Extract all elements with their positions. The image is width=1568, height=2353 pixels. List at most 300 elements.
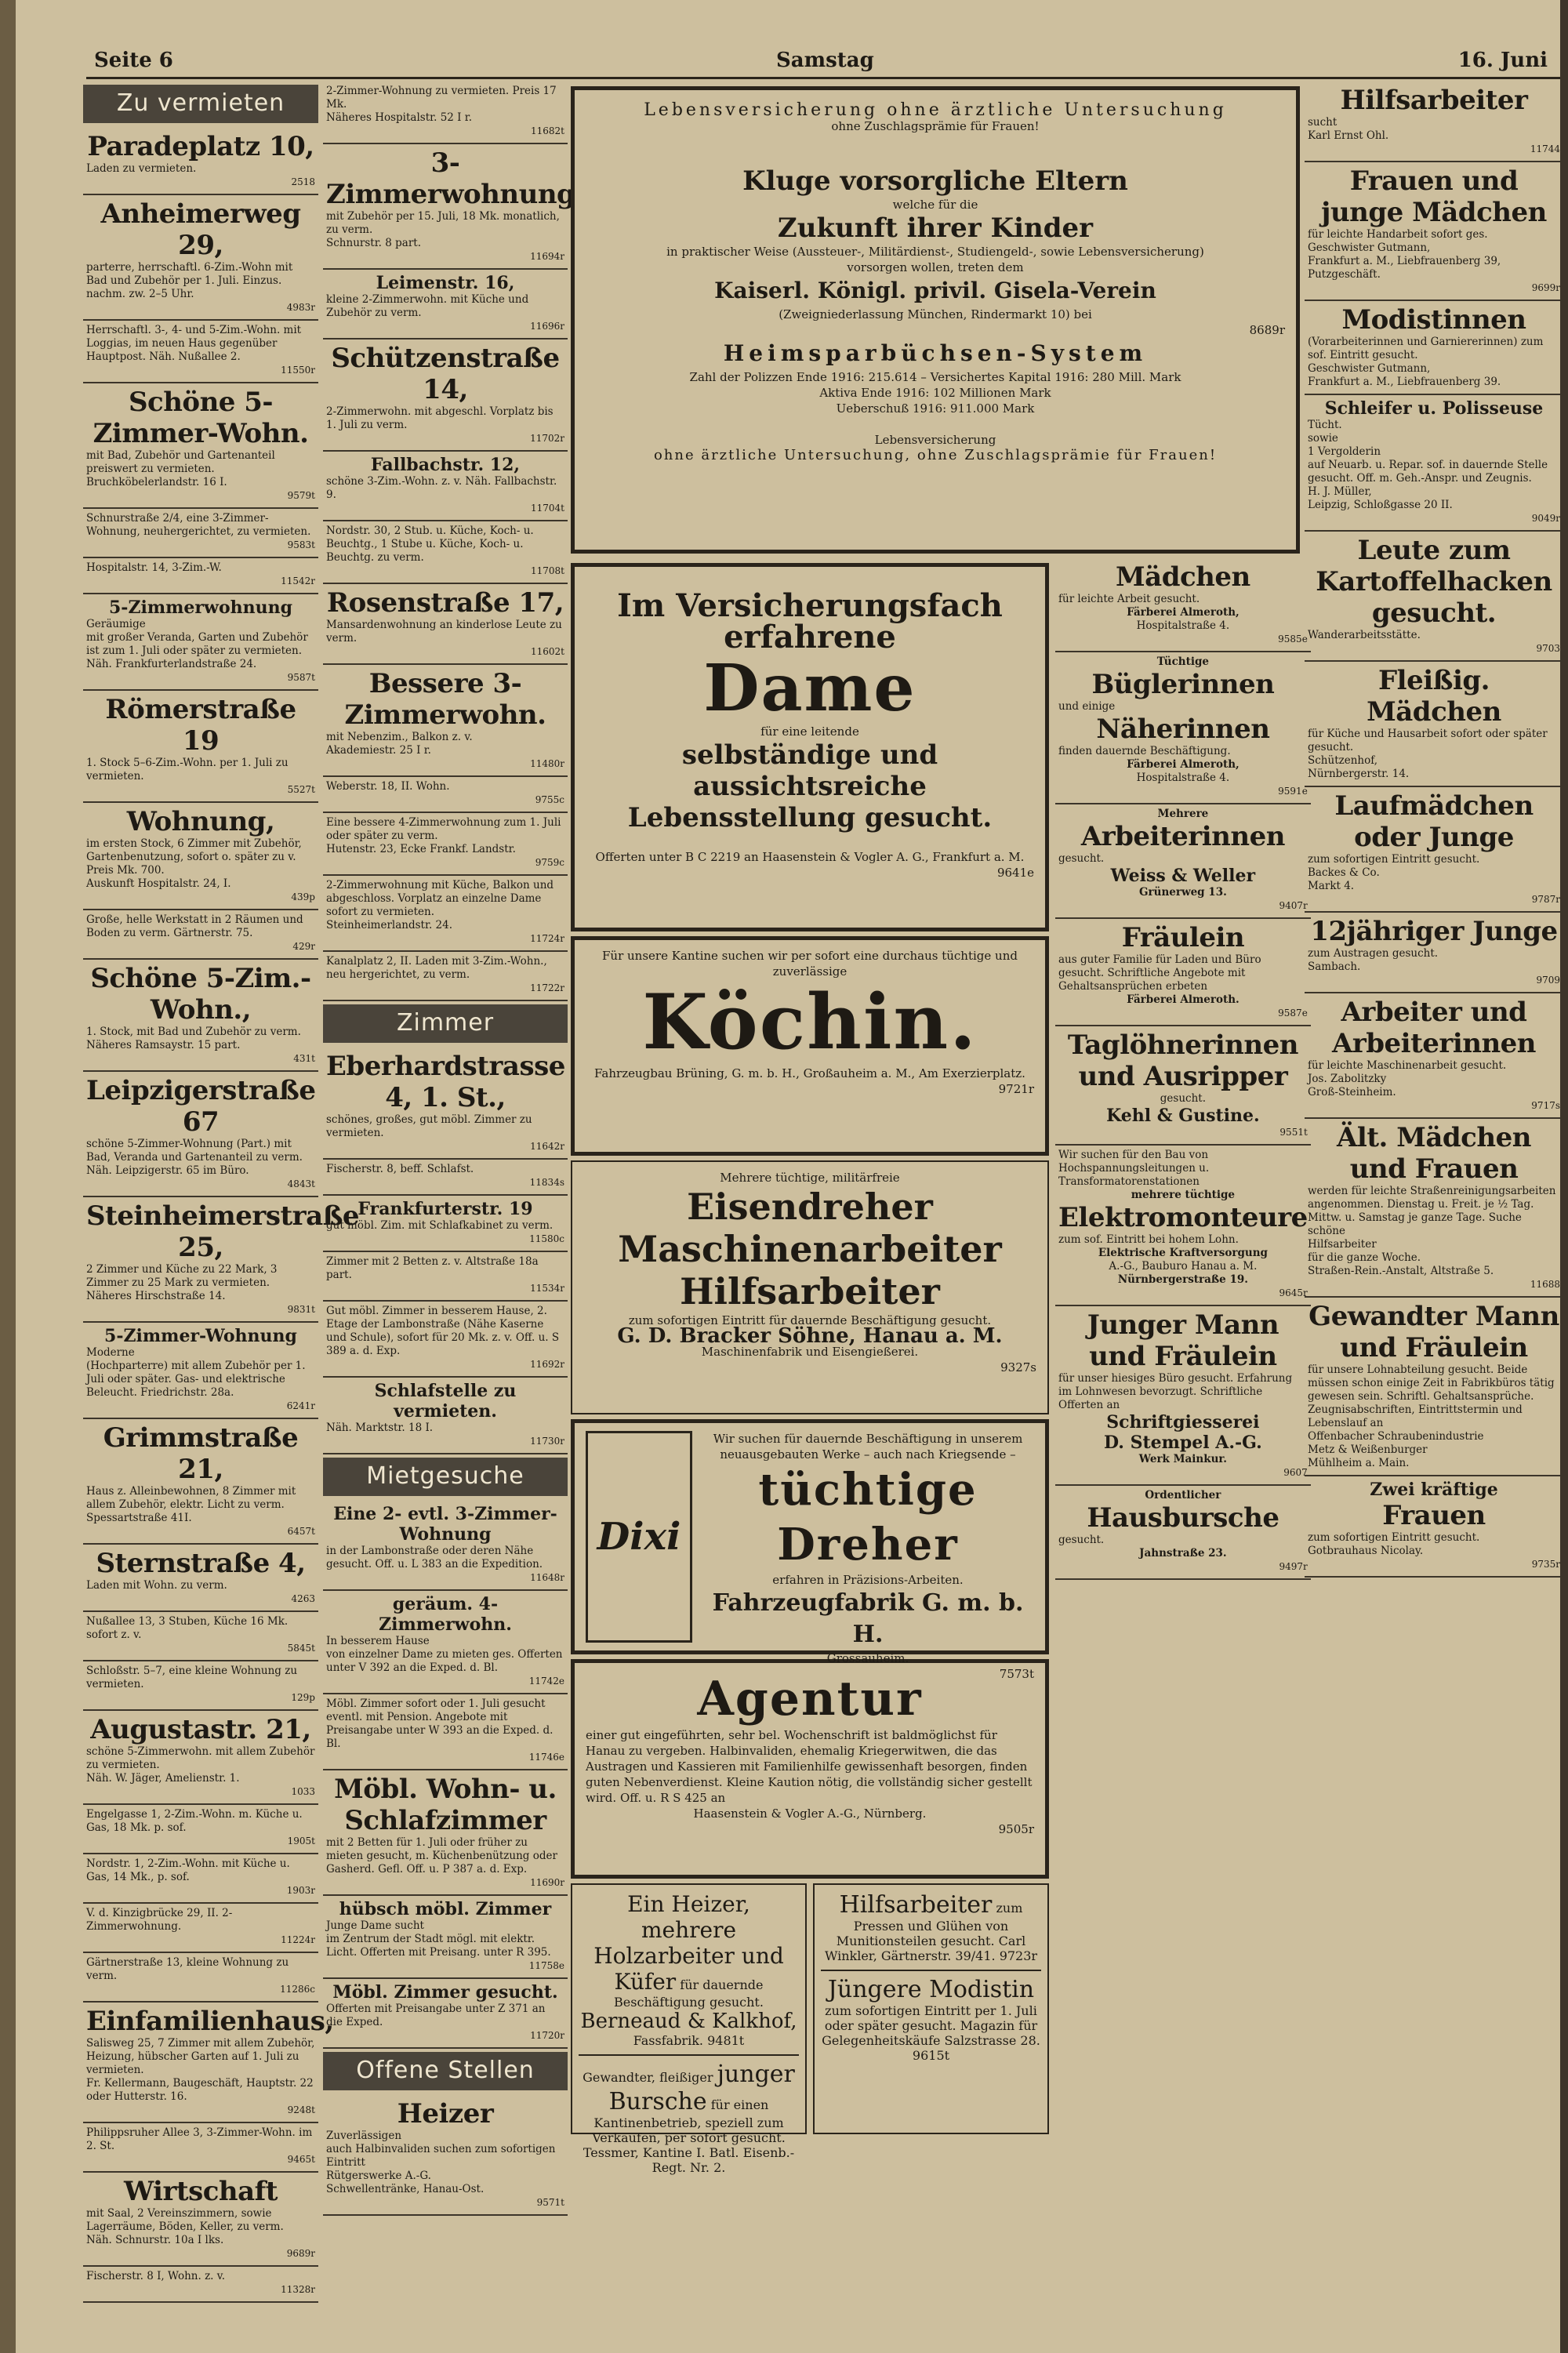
ad-text: 1. Stock, mit Bad und Zubehör zu verm. <box>86 1026 301 1038</box>
classified-ad <box>83 1612 318 1661</box>
ad-heading: Bessere 3-Zimmerwohn. <box>344 668 546 731</box>
ad-text: Näheres Ramsaystr. 15 part. <box>86 1039 241 1051</box>
ad-code: 1903r <box>286 1885 315 1896</box>
ad-code: 11550r <box>281 365 315 376</box>
ad-heading: Modistinnen <box>1341 304 1526 336</box>
ad-heading: 3-Zimmerwohnung <box>326 147 575 210</box>
ad-text: Junge Dame sucht <box>326 1919 424 1932</box>
arbeiterinnen-l4: Grünerweg 13. <box>1138 886 1227 899</box>
ad-text: Eine bessere 4-Zimmerwohnung zum 1. Juli oder später zu verm. <box>326 816 561 842</box>
bracker-ad <box>571 1160 1049 1414</box>
classified-ad <box>83 1545 318 1612</box>
elektro-l3: Elektromonteure <box>1058 1202 1308 1233</box>
ad-code: 11722r <box>530 982 564 993</box>
hilfsarb-l2: zum Pressen und Glühen von Munitionsteilen gesucht. <box>836 1901 1023 1948</box>
dame-l3: für eine leitende <box>760 724 859 739</box>
ad-code: 11690r <box>530 1877 564 1888</box>
buegler-l1: Büglerinnen <box>1091 669 1275 700</box>
classified-ad <box>323 1979 568 2049</box>
section-offene-stellen: Offene Stellen <box>323 2052 568 2090</box>
elektro-l1: Wir suchen für den Bau von Hochspannungsleitungen u. Transformatorenstationen <box>1058 1149 1210 1188</box>
ad-code: 9571t <box>536 2197 564 2208</box>
ad-subheading: Eine 2- evtl. 3-Zimmer-Wohnung <box>333 1504 557 1545</box>
ad-heading: Leute zum Kartoffelhacken gesucht. <box>1316 535 1552 629</box>
insurance-arc-top: Lebensversicherung ohne ärztliche Untersuchung <box>644 100 1227 120</box>
hilfsarb-code: 9723r <box>999 1948 1038 1963</box>
classified-ad <box>323 1896 568 1979</box>
ad-heading: Arbeiter und Arbeiterinnen <box>1331 997 1537 1059</box>
ad-code: 5845t <box>287 1643 315 1654</box>
ad-code: 9579t <box>287 490 315 501</box>
ad-code: 4843t <box>287 1178 315 1189</box>
classified-ad <box>1305 82 1563 162</box>
heizer-ad <box>571 1883 807 2175</box>
classified-ad <box>323 1501 568 1591</box>
ad-text: Herrschaftl. 3-, 4- und 5-Zim.-Wohn. mit Loggias, im neuen Haus gegenüber Hauptpost. Näh. Nußallee 2. <box>86 324 302 363</box>
ad-text: schöne 5-Zimmer-Wohnung (Part.) mit Bad, Veranda und Gartenanteil zu verm. <box>86 1138 303 1164</box>
ad-text: Fr. Kellermann, Baugeschäft, Hauptstr. 22 oder Hutterstr. 16. <box>86 2077 314 2103</box>
fraeulein-l1: Fräulein <box>1121 922 1245 953</box>
ad-text: Moderne <box>86 1346 135 1359</box>
ad-text: Näh. Leipzigerstr. 65 im Büro. <box>86 1164 249 1177</box>
dixi-l4: Fahrzeugfabrik G. m. b. H. <box>712 1589 1024 1648</box>
ad-code: 1033 <box>291 1786 315 1797</box>
ad-code: 9583t <box>287 539 315 550</box>
ad-code: 11724r <box>530 933 564 944</box>
ad-heading: Sternstraße 4, <box>96 1548 306 1579</box>
classified-ad <box>1305 162 1563 301</box>
ad-text: Nürnbergerstr. 14. <box>1308 768 1410 780</box>
classified-ad <box>1305 993 1563 1119</box>
ad-subheading: Fallbachstr. 12, <box>370 455 521 475</box>
arbeiterinnen-l1: Arbeiterinnen <box>1080 821 1285 852</box>
classified-ad <box>323 1048 568 1160</box>
classified-ad <box>83 1904 318 1953</box>
ad-code: 11642r <box>530 1141 564 1152</box>
ad-text: sucht <box>1308 116 1338 129</box>
ad-code: 9049r <box>1531 513 1560 524</box>
ad-subheading: hübsch möbl. Zimmer <box>339 1899 552 1919</box>
classified-ad <box>323 1591 568 1694</box>
maedchen-code: 9585e <box>1278 634 1308 645</box>
classified-ad <box>1305 532 1563 662</box>
page-day: Samstag <box>776 49 874 72</box>
taglohn-l2: gesucht. <box>1160 1092 1207 1105</box>
ad-text: schöne 3-Zim.-Wohn. z. v. Näh. Fallbachstr. 9. <box>326 475 557 501</box>
ad-heading: Eberhardstrasse 4, 1. St., <box>326 1051 565 1113</box>
junger-mann-l5: Werk Mainkur. <box>1138 1453 1227 1465</box>
arbeiterinnen-l2: gesucht. <box>1058 852 1105 865</box>
ad-text: In besserem Hause <box>326 1635 430 1647</box>
ad-text: Möbl. Zimmer sofort oder 1. Juli gesucht eventl. mit Pension. Angebote mit Preisangabe unter W 393 an die Exped. d. Bl. <box>326 1698 554 1750</box>
bracker-l3: Hilfsarbeiter <box>680 1270 940 1313</box>
heizer-l1: Ein Heizer, mehrere Holzarbeiter und Küfer <box>593 1891 784 1995</box>
ad-heading: Anheimerweg 29, <box>100 198 301 261</box>
modistin-l1: Jüngere Modistin <box>827 1976 1035 2003</box>
hilfsarb-l3: Carl Winkler, <box>824 1934 1026 1963</box>
dixi-logo-text: Dixi <box>597 1515 681 1559</box>
ad-heading: Heizer <box>397 2098 494 2130</box>
junger-mann-l3: Schriftgiesserei <box>1106 1412 1260 1432</box>
ad-text: Schützenhof, <box>1308 754 1378 767</box>
classified-ad <box>83 195 318 321</box>
classified-ad <box>323 1160 568 1196</box>
junger-mann-ad <box>1055 1306 1311 1486</box>
ad-heading: Wohnung, <box>126 806 275 837</box>
ad-text: Schnurstraße 2/4, eine 3-Zimmer-Wohnung, neuhergerichtet, zu vermieten. <box>86 512 311 538</box>
ad-code: 9709 <box>1536 975 1560 986</box>
ad-code: 6457t <box>287 1526 315 1537</box>
ad-code: 9831t <box>287 1304 315 1315</box>
ad-text: Weberstr. 18, II. Wohn. <box>326 780 450 793</box>
ad-text: Gotbrauhaus Nicolay. <box>1308 1545 1424 1557</box>
ad-heading: 12jähriger Junge <box>1310 916 1558 947</box>
ad-code: 11224r <box>281 1934 315 1945</box>
hausbursche-code: 9497r <box>1279 1561 1308 1572</box>
ad-text: kleine 2-Zimmerwohn. mit Küche und Zubehör zu verm. <box>326 293 529 319</box>
ad-code: 11682t <box>531 125 564 136</box>
ad-subheading: geräum. 4-Zimmerwohn. <box>379 1594 512 1635</box>
ad-code: 11744 <box>1530 143 1560 154</box>
buegler-l2: und einige <box>1058 700 1116 713</box>
ad-code: 11696r <box>530 321 564 332</box>
bracker-l0: Mehrere tüchtige, militärfreie <box>720 1171 900 1185</box>
ad-code: 9699r <box>1531 282 1560 293</box>
ad-text: 2 Zimmer und Küche zu 22 Mark, 3 Zimmer zu 25 Mark zu vermieten. <box>86 1263 278 1289</box>
col1-ads <box>83 128 360 2303</box>
classified-ad <box>323 813 568 876</box>
dixi-l1: Wir suchen für dauernde Beschäftigung in unserem neuausgebauten Werke – auch nach Kriegsende – <box>713 1432 1023 1462</box>
col3-left-stack <box>571 558 1049 2175</box>
ad-text: Metz & Weißenburger <box>1308 1443 1428 1456</box>
ad-heading: Einfamilienhaus, <box>86 2006 334 2037</box>
page-fold-shadow <box>0 0 16 2353</box>
ad-text: Näh. Schnurstr. 10a I lks. <box>86 2234 224 2246</box>
ad-code: 129p <box>291 1692 315 1703</box>
classified-ad <box>83 558 318 594</box>
section-zu-vermieten: Zu vermieten <box>83 85 318 123</box>
ad-text: im Zentrum der Stadt mögl. mit elektr. Licht. Offerten mit Preisang. unter R 395. <box>326 1933 551 1959</box>
classified-ad <box>83 1854 318 1904</box>
classified-ad <box>1305 1119 1563 1298</box>
ad-code: 11542r <box>281 576 315 586</box>
column-2 <box>323 82 575 2324</box>
ad-text: Schwellentränke, Hanau-Ost. <box>326 2183 485 2195</box>
ad-text: Nußallee 13, 3 Stuben, Küche 16 Mk. sofort z. v. <box>86 1615 289 1641</box>
ad-text: Tücht. <box>1308 419 1342 431</box>
ad-heading: Laufmädchen oder Junge <box>1334 790 1534 853</box>
ad-text: gut möbl. Zim. mit Schlafkabinet zu verm. <box>326 1219 554 1232</box>
ad-text: im ersten Stock, 6 Zimmer mit Zubehör, Gartenbenutzung, sofort o. später zu v. Preis Mk. 700. <box>86 837 302 877</box>
ad-heading: Frauen <box>1382 1500 1486 1531</box>
ad-text: 1 Vergolderin <box>1308 445 1381 458</box>
taglohn-code: 9551t <box>1279 1127 1308 1138</box>
ad-text: mit Zubehör per 15. Juli, 18 Mk. monatlich, zu verm. <box>326 210 560 236</box>
ad-code: 11834s <box>529 1177 564 1188</box>
ad-code: 11708t <box>531 565 564 576</box>
maedchen-l1: Mädchen <box>1116 561 1250 593</box>
classified-ad <box>323 521 568 584</box>
ad-text: mit Saal, 2 Vereinszimmern, sowie Lagerräume, Böden, Keller, zu verm. <box>86 2207 284 2233</box>
buegler-l4: finden dauernde Beschäftigung. <box>1058 745 1231 757</box>
classified-ad <box>83 594 318 691</box>
ad-text: Groß-Steinheim. <box>1308 1086 1396 1098</box>
ad-code: 11694r <box>530 251 564 262</box>
insurance-arc-top2: ohne Zuschlagsprämie für Frauen! <box>831 119 1040 133</box>
ad-code: 11720r <box>530 2030 564 2041</box>
ad-code: 11688 <box>1530 1279 1560 1290</box>
classified-ad <box>83 1323 318 1419</box>
heizer-code: 9481t <box>707 2033 745 2048</box>
ad-code: 9717s <box>1531 1100 1560 1111</box>
maedchen-l4: Hospitalstraße 4. <box>1136 619 1230 632</box>
classified-ad <box>323 82 568 144</box>
ad-text: Laden mit Wohn. zu verm. <box>86 1579 227 1592</box>
bracker-l4: zum sofortigen Eintritt für dauernde Beschäftigung gesucht. <box>628 1313 992 1327</box>
bracker-l1: Eisendreher <box>687 1186 933 1228</box>
ad-heading: Schöne 5-Zim.-Wohn., <box>90 963 311 1026</box>
ad-subheading: Zwei kräftige <box>1370 1480 1498 1500</box>
koechin-ad <box>571 936 1049 1156</box>
hilfsarb-l4: Gärtnerstr. 39/41. <box>880 1948 996 1963</box>
page-number: Seite 6 <box>94 49 173 72</box>
ad-text: Frankfurt a. M., Liebfrauenberg 39, Putzgeschäft. <box>1308 255 1501 281</box>
agentur-l3: Haasenstein & Vogler A.-G., Nürnberg. <box>693 1807 927 1821</box>
bottom-small-ads <box>571 1883 1049 2175</box>
ad-text: auch Halbinvaliden suchen zum sofortigen Eintritt <box>326 2143 556 2169</box>
section-mietgesuche: Mietgesuche <box>323 1458 568 1496</box>
classified-ad <box>83 2003 334 2123</box>
maedchen-ad <box>1055 558 1311 652</box>
modistin-ad <box>821 1970 1041 2063</box>
bursche-ad <box>579 2054 799 2175</box>
buegler-l5: Färberei Almeroth, <box>1127 758 1240 771</box>
classified-ad <box>323 340 568 452</box>
ad-text: Schnurstr. 8 part. <box>326 237 421 249</box>
classified-ad <box>83 2173 318 2267</box>
ad-heading: Hilfsarbeiter <box>1340 85 1528 116</box>
taglohn-l3: Kehl & Gustine. <box>1106 1106 1260 1126</box>
ad-code: 9689r <box>286 2248 315 2259</box>
ad-text: Offerten mit Preisangabe unter Z 371 an die Exped. <box>326 2003 546 2028</box>
ad-text: Schloßstr. 5–7, eine kleine Wohnung zu vermieten. <box>86 1665 298 1690</box>
junger-mann-l2: für unser hiesiges Büro gesucht. Erfahrung im Lohnwesen bevorzugt. Schriftliche Offerten an <box>1058 1372 1293 1411</box>
ad-text: für Küche und Hausarbeit sofort oder später gesucht. <box>1308 728 1548 753</box>
col2-ads-zimmer <box>323 1048 568 1454</box>
insurance-code: 8689r <box>1249 323 1285 337</box>
modistin-l4: Salzstrasse 28. <box>944 2033 1040 2048</box>
ad-code: 439p <box>291 891 315 902</box>
junger-mann-code: 9607 <box>1283 1467 1308 1478</box>
insurance-text: in praktischer Weise (Aussteuer-, Militärdienst-, Studiengeld-, sowie Lebensversicherung) vorsorgen wollen, treten dem <box>666 245 1204 274</box>
ad-code: 9755c <box>535 794 564 805</box>
ad-text: parterre, herrschaftl. 6-Zim.-Wohn mit Bad und Zubehör per 1. Juli. Einzus. nachm. zw. 2–5 Uhr. <box>86 261 293 300</box>
classified-ad <box>83 509 318 558</box>
classified-ad <box>1305 301 1563 395</box>
classified-ad <box>323 665 568 777</box>
ad-code: 9703 <box>1536 643 1560 654</box>
ad-code: 11602t <box>531 646 564 657</box>
ad-text: Laden zu vermieten. <box>86 162 197 175</box>
insurance-title: Kluge vorsorgliche Eltern <box>742 165 1128 197</box>
classified-ad <box>83 128 318 195</box>
ad-heading: Paradeplatz 10, <box>87 131 314 162</box>
ad-text: Karl Ernst Ohl. <box>1308 129 1389 142</box>
insurance-stats2: Aktiva Ende 1916: 102 Millionen Mark <box>819 386 1051 400</box>
ad-code: 11704t <box>531 503 564 514</box>
classified-ad <box>83 1419 318 1545</box>
classified-ad <box>1305 1476 1563 1578</box>
insurance-arc-bottom: ohne ärztliche Untersuchung, ohne Zuschlagsprämie für Frauen! <box>653 447 1218 463</box>
heizer-l2: für dauernde Beschäftigung gesucht. <box>614 1977 764 2010</box>
hausbursche-ad <box>1055 1486 1311 1580</box>
dixi-l3: erfahren in Präzisions-Arbeiten. <box>772 1573 964 1587</box>
ad-code: 5527t <box>287 784 315 795</box>
bursche-l4: Kantine I. Batl. Eisenb.-Regt. Nr. 2. <box>642 2145 795 2175</box>
ad-code: 11692r <box>530 1359 564 1370</box>
arbeiterinnen-code: 9407r <box>1279 900 1308 911</box>
arbeiterinnen-ad <box>1055 804 1311 919</box>
section-zimmer: Zimmer <box>323 1004 568 1043</box>
ad-text: Gut möbl. Zimmer in besserem Hause, 2. Etage der Lambonstraße (Nähe Kaserne und Schule), sofort für 20 Mk. z. v. Off. u. S 389 a. d. Exp. <box>326 1305 560 1357</box>
ad-text: mit Bad, Zubehör und Gartenanteil preiswert zu vermieten. <box>86 449 275 475</box>
bursche-l1: junger Bursche <box>608 2061 795 2115</box>
ad-text: auf Neuarb. u. Repar. sof. in dauernde Stelle gesucht. Off. m. Geh.-Anspr. und Zeugnis. <box>1308 459 1548 485</box>
insurance-kinder: Zukunft ihrer Kinder <box>777 212 1094 244</box>
ad-text: mit Nebenzim., Balkon z. v. <box>326 731 473 743</box>
classified-ad <box>83 2123 318 2173</box>
ad-text: mit 2 Betten für 1. Juli oder früher zu mieten gesucht, m. Küchenbenützung oder Gasherd. Gefl. Off. u. P 387 a. d. Exp. <box>326 1836 557 1876</box>
insurance-stats1: Zahl der Polizzen Ende 1916: 215.614 – Versichertes Kapital 1916: 280 Mill. Mark <box>689 370 1181 384</box>
ad-text: für unsere Lohnabteilung gesucht. Beide müssen schon einige Zeit in Fabrikbüros tätig gewesen sein. Schriftl. Gehaltsansprüche. Zeugnisabschriften, Eintrittstermin und Lebenslauf an <box>1308 1364 1555 1429</box>
dame-code: 9641e <box>996 866 1034 880</box>
dame-l2: Dame <box>703 651 916 726</box>
ad-code: 6241r <box>286 1400 315 1411</box>
page-header <box>86 45 1560 79</box>
ad-text: in der Lambonstraße oder deren Nähe gesucht. Off. u. L 383 an die Expedition. <box>326 1545 543 1570</box>
ad-text: Zimmer mit 2 Betten z. v. Altstraße 18a part. <box>326 1255 539 1281</box>
ad-text: schönes, großes, gut möbl. Zimmer zu vermieten. <box>326 1113 532 1139</box>
column-1 <box>83 82 360 2324</box>
dixi-logo <box>586 1431 692 1643</box>
classified-ad <box>323 452 568 521</box>
ad-code: 11742e <box>528 1676 564 1687</box>
classified-ad <box>323 1196 568 1252</box>
arbeiterinnen-l0: Mehrere <box>1157 808 1209 820</box>
ad-code: 11702r <box>530 433 564 444</box>
junger-mann-l1: Junger Mann und Fräulein <box>1087 1309 1279 1372</box>
classified-ad <box>83 1805 318 1854</box>
ad-text: Auskunft Hospitalstr. 24, I. <box>86 877 231 890</box>
hausbursche-l0: Ordentlicher <box>1145 1489 1221 1501</box>
agentur-code: 9505r <box>998 1822 1034 1836</box>
ad-text: Offenbacher Schraubenindustrie <box>1308 1430 1484 1443</box>
ad-text: H. J. Müller, <box>1308 485 1372 498</box>
ad-code: 2518 <box>291 176 315 187</box>
ad-subheading: Schleifer u. Polisseuse <box>1324 398 1544 419</box>
ad-subheading: Leimenstr. 16, <box>376 273 515 293</box>
dame-l4: selbständige und aussichtsreiche <box>681 739 938 802</box>
classified-ad <box>83 691 318 803</box>
heizer-l4: Fassfabrik. <box>633 2033 703 2048</box>
classified-ad <box>83 1711 318 1805</box>
ad-heading: Grimmstraße 21, <box>103 1422 299 1485</box>
koechin-code: 9721r <box>998 1082 1034 1096</box>
bursche-l3: Tessmer, <box>583 2145 639 2160</box>
classified-ad <box>1305 787 1563 913</box>
ad-code: 11758e <box>528 1960 564 1971</box>
hilfsarb-ad <box>813 1883 1049 2134</box>
ad-code: 4263 <box>291 1593 315 1604</box>
ad-text: Sambach. <box>1308 960 1361 973</box>
ad-text: Hilfsarbeiter <box>1308 1238 1377 1251</box>
col3-right-stack <box>1055 558 1311 2134</box>
classified-ad <box>323 144 575 270</box>
classified-ad <box>83 1197 360 1323</box>
ad-text: Rütgerswerke A.-G. <box>326 2170 431 2182</box>
ad-text: für leichte Maschinenarbeit gesucht. <box>1308 1059 1507 1072</box>
taglohn-ad <box>1055 1026 1311 1146</box>
ad-heading: Fleißig. Mädchen <box>1367 665 1501 728</box>
ad-subheading: Frankfurterstr. 19 <box>358 1199 533 1219</box>
heizer-l3: Berneaud & Kalkhof, <box>580 2010 797 2033</box>
ad-text: Haus z. Alleinbewohnen, 8 Zimmer mit allem Zubehör, elektr. Licht zu verm. Spessartstraße 41I. <box>86 1485 296 1524</box>
ad-text: Kanalplatz 2, II. Laden mit 3-Zim.-Wohn., neu hergerichtet, zu verm. <box>326 955 547 981</box>
ad-code: 11648r <box>530 1572 564 1583</box>
classified-ad <box>83 1953 318 2003</box>
classified-ad <box>323 584 568 665</box>
ad-heading: Schöne 5-Zimmer-Wohn. <box>93 387 309 449</box>
ad-text: Backes & Co. <box>1308 866 1380 879</box>
elektro-l4: zum sof. Eintritt bei hohem Lohn. <box>1058 1233 1239 1246</box>
dixi-code: 7573t <box>999 1667 1034 1681</box>
classified-ad <box>323 1378 568 1454</box>
classified-ad <box>83 1661 318 1711</box>
ad-heading: Ält. Mädchen und Frauen <box>1337 1122 1531 1185</box>
modistin-l3: Magazin für Gelegenheitskäufe <box>822 2018 1038 2048</box>
fraeulein-ad <box>1055 919 1311 1026</box>
classified-ad <box>1305 913 1563 993</box>
ad-text: Näheres Hirschstraße 14. <box>86 1290 226 1302</box>
ad-heading: Römerstraße 19 <box>105 694 296 757</box>
ad-code: 9587t <box>287 672 315 683</box>
ad-heading: Schützenstraße 14, <box>331 343 560 405</box>
koechin-l3: Fahrzeugbau Brüning, G. m. b. H., Großauheim a. M., Am Exerzierplatz. <box>594 1066 1025 1080</box>
fraeulein-code: 9587e <box>1278 1008 1308 1019</box>
insurance-branch: (Zweigniederlassung München, Rindermarkt 10) bei <box>779 307 1092 321</box>
ad-text: Mühlheim a. Main. <box>1308 1457 1410 1469</box>
ad-subheading: Möbl. Zimmer gesucht. <box>332 1982 558 2003</box>
classified-ad <box>83 383 318 509</box>
hausbursche-l3: Jahnstraße 23. <box>1139 1547 1227 1560</box>
modistin-l2: zum sofortigen Eintritt per 1. Juli oder später gesucht. <box>824 2003 1037 2033</box>
elektro-l2: mehrere tüchtige <box>1131 1189 1236 1201</box>
ad-text: Näh. Marktstr. 18 I. <box>326 1422 434 1434</box>
ad-code: 4983r <box>286 302 315 313</box>
classified-ad <box>83 2267 318 2303</box>
buegler-l0: Tüchtige <box>1156 655 1210 668</box>
fraeulein-l3: Färberei Almeroth. <box>1127 993 1240 1006</box>
ad-subheading: 5-Zimmerwohnung <box>109 597 292 618</box>
dixi-l2: tüchtige Dreher <box>758 1464 978 1570</box>
bracker-l5: G. D. Bracker Söhne, Hanau a. M. <box>617 1324 1003 1348</box>
ad-text: 1. Stock 5–6-Zim.-Wohn. per 1. Juli zu vermieten. <box>86 757 289 783</box>
bracker-l6: Maschinenfabrik und Eisengießerei. <box>701 1345 919 1359</box>
classified-ad <box>323 952 568 1001</box>
ad-code: 431t <box>293 1053 315 1064</box>
dixi-l5: Grossauheim. <box>826 1651 909 1665</box>
ad-text: Geschwister Gutmann, <box>1308 362 1431 375</box>
